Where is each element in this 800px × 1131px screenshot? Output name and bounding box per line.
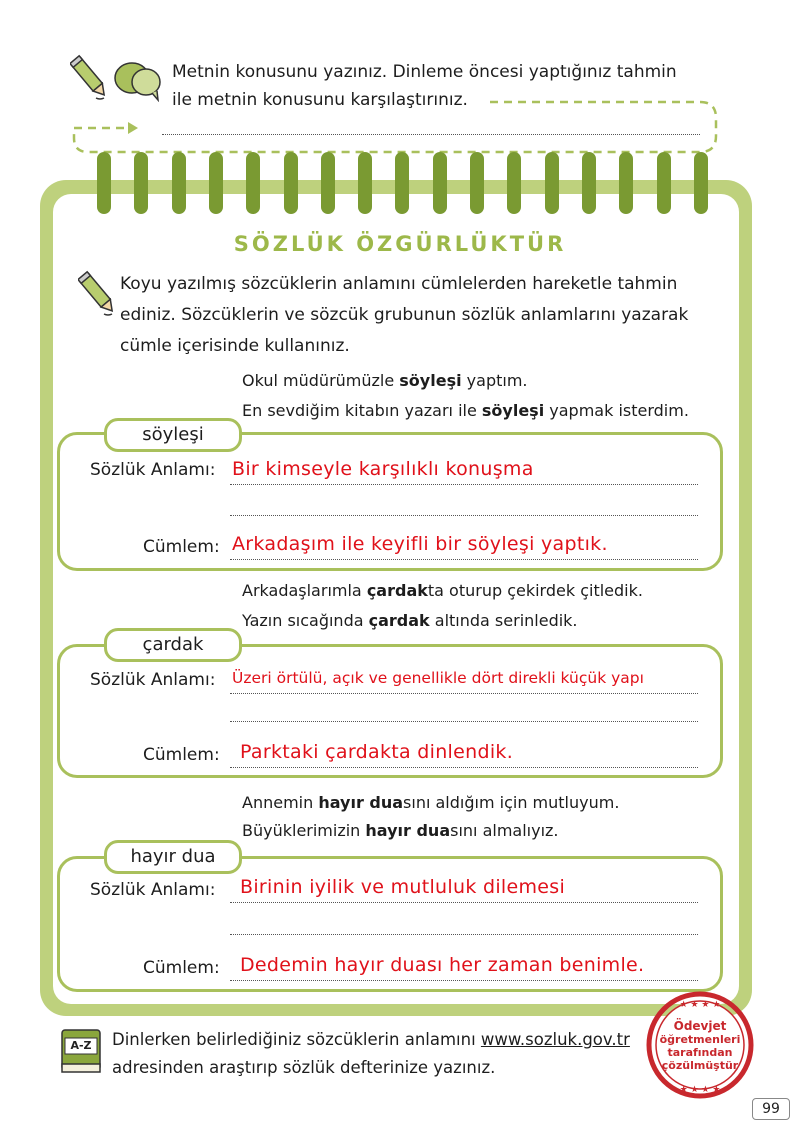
sentence-answer: Parktaki çardakta dinlendik. — [240, 741, 514, 763]
instruction-line1: Koyu yazılmış sözcüklerin anlamını cümlelerden hareketle tahmin — [120, 274, 678, 294]
word-tag: hayır dua — [104, 840, 242, 874]
spiral-ring — [172, 152, 186, 214]
sentence-label: Cümlem: — [143, 958, 220, 978]
answer-line — [230, 515, 698, 516]
spiral-ring — [619, 152, 633, 214]
dashed-guide-arrow — [70, 96, 720, 156]
stamp-text: tarafından — [667, 1046, 733, 1059]
spiral-ring — [470, 152, 484, 214]
footer-line1: Dinlerken belirlediğiniz sözcüklerin anlamını www.sozluk.gov.tr — [112, 1030, 630, 1049]
spiral-ring — [134, 152, 148, 214]
sentence-answer: Dedemin hayır duası her zaman benimle. — [240, 954, 645, 976]
answer-line — [230, 934, 698, 935]
example-sentence: En sevdiğim kitabın yazarı ile söyleşi yapmak isterdim. — [242, 401, 689, 420]
example-sentence: Arkadaşlarımla çardakta oturup çekirdek çitledik. — [242, 581, 643, 600]
example-sentence: Yazın sıcağında çardak altında serinledik. — [242, 611, 578, 630]
spiral-ring — [395, 152, 409, 214]
spiral-ring — [246, 152, 260, 214]
answer-line — [230, 980, 698, 981]
answer-line — [230, 693, 698, 694]
example-sentence: Annemin hayır duasını aldığım için mutluyum. — [242, 793, 620, 812]
meaning-label: Sözlük Anlamı: — [90, 460, 216, 480]
top-instruction-line2: ile metnin konusunu karşılaştırınız. — [172, 90, 468, 110]
spiral-ring — [694, 152, 708, 214]
section-title: SÖZLÜK ÖZGÜRLÜKTÜR — [233, 232, 567, 256]
instruction-line3: cümle içerisinde kullanınız. — [120, 336, 350, 356]
spiral-ring — [284, 152, 298, 214]
spiral-ring — [97, 152, 111, 214]
svg-text:★ ★ ★ ★: ★ ★ ★ ★ — [679, 1085, 721, 1095]
stamp-text: Ödevjet — [673, 1019, 727, 1033]
sentence-answer: Arkadaşım ile keyifli bir söyleşi yaptık. — [232, 533, 608, 555]
svg-text:★ ★ ★ ★: ★ ★ ★ ★ — [679, 1000, 721, 1010]
pencil-icon — [78, 268, 118, 320]
answer-line — [230, 767, 698, 768]
sentence-label: Cümlem: — [143, 537, 220, 557]
meaning-answer: Birinin iyilik ve mutluluk dilemesi — [240, 876, 566, 898]
spiral-ring — [507, 152, 521, 214]
answer-line — [230, 484, 698, 485]
answer-line — [230, 902, 698, 903]
top-instruction-line1: Metnin konusunu yazınız. Dinleme öncesi yaptığınız tahmin — [172, 62, 677, 82]
spiral-ring — [321, 152, 335, 214]
example-sentence: Okul müdürümüzle söyleşi yaptım. — [242, 371, 528, 390]
footer-line2: adresinden araştırıp sözlük defterinize yazınız. — [112, 1058, 496, 1077]
example-sentence: Büyüklerimizin hayır duasını almalıyız. — [242, 821, 559, 840]
spiral-ring — [582, 152, 596, 214]
spiral-ring — [657, 152, 671, 214]
meaning-label: Sözlük Anlamı: — [90, 670, 216, 690]
meaning-label: Sözlük Anlamı: — [90, 880, 216, 900]
spiral-ring — [209, 152, 223, 214]
solution-stamp — [645, 990, 755, 1100]
instruction-line2: ediniz. Sözcüklerin ve sözcük grubunun sözlük anlamlarını yazarak — [120, 305, 689, 325]
meaning-answer: Üzeri örtülü, açık ve genellikle dört direkli küçük yapı — [232, 669, 644, 687]
page-number: 99 — [762, 1101, 780, 1117]
word-tag: çardak — [104, 628, 242, 662]
answer-line — [230, 559, 698, 560]
dictionary-book-icon — [60, 1028, 104, 1076]
spiral-ring — [433, 152, 447, 214]
spiral-ring — [358, 152, 372, 214]
word-tag: söyleşi — [104, 418, 242, 452]
sentence-label: Cümlem: — [143, 745, 220, 765]
spiral-ring — [545, 152, 559, 214]
book-label: A-Z — [70, 1039, 92, 1052]
stamp-text: öğretmenleri — [659, 1033, 741, 1046]
dictionary-link[interactable]: www.sozluk.gov.tr — [480, 1030, 630, 1049]
top-answer-line — [162, 134, 700, 135]
answer-line — [230, 721, 698, 722]
stamp-text: çözülmüştür — [661, 1059, 739, 1072]
page-number-box — [752, 1098, 790, 1120]
meaning-answer: Bir kimseyle karşılıklı konuşma — [232, 458, 534, 480]
